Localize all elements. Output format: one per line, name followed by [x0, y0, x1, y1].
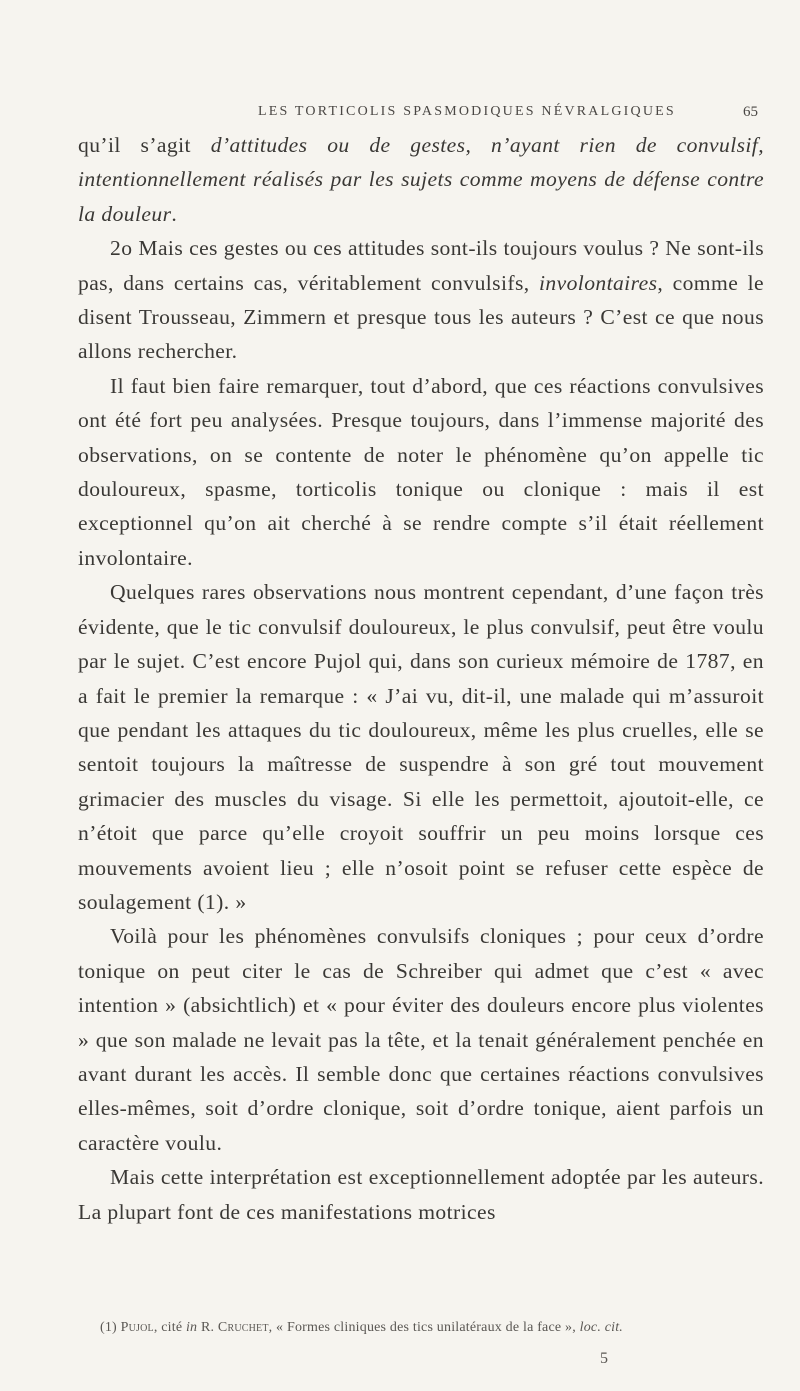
paragraph: Il faut bien faire remarquer, tout d’abord, que ces réactions convulsives ont été fort peu analysées. Presque toujours, dans l’immense majorité des observations, on se contente de noter le phénomène qu’on appelle tic douloureux, spasme, torticolis tonique ou clonique : mais il est exceptionnel qu’on ait cherché à se rendre compte s’il était réellement involontaire. [78, 373, 764, 570]
text-run: qu’il s’agit [78, 133, 211, 157]
text-run: , « Formes cliniques des tics unilatéraux de la face », [268, 1320, 580, 1335]
text-run: , comme le disent Trousseau, Zimmern et presque tous les auteurs ? C’est ce que nous allons rechercher. [78, 270, 764, 364]
body-text [78, 128, 764, 1229]
text-run: . [171, 201, 178, 226]
running-header [258, 104, 758, 120]
footnote-author: Cruchet [217, 1320, 269, 1335]
paragraph [78, 231, 764, 369]
folio: 5 [600, 1350, 608, 1367]
paragraph: Mais cette interprétation est exceptionnellement adoptée par les auteurs. La plupart font de ces manifestations motrices [78, 1165, 764, 1224]
text-run: , cité [153, 1320, 186, 1335]
italic-run: involontaires [539, 270, 658, 295]
italic-run: in [185, 1320, 198, 1335]
paragraph: Quelques rares observations nous montrent cependant, d’une façon très évidente, que le tic convulsif douloureux, le plus convulsif, peut être voulu par le sujet. C’est encore Pujol qui, dans son curieux mémoire de 1787, en a fait le premier la remarque : « J’ai vu, dit-il, une malade qui m’assuroit que pendant les attaques du tic douloureux, même les plus cruelles, elle se sentoit toujours la maîtresse de suspendre à son gré tout mouvement grimacier des muscles du visage. Si elle les permettoit, ajoutoit-elle, ce n’étoit que parce qu’elle croyoit souffrir un peu moins lorsque ces mouvements avoient lieu ; elle n’osoit point se refuser cette espèce de soulagement (1). » [78, 580, 764, 914]
running-title: LES TORTICOLIS SPASMODIQUES NÉVRALGIQUES [258, 104, 676, 119]
page-number: 65 [743, 104, 758, 120]
italic-run: d’attitudes ou de gestes, n’ayant rien de convulsif, intentionnellement réalisés par les sujets comme moyens de défense contre la douleur [78, 133, 764, 226]
text-run: 2o Mais ces gestes ou ces attitudes sont-ils toujours voulus ? Ne sont-ils pas, dans certains cas, véritablement convulsifs, [78, 236, 764, 295]
text-run: R. [197, 1320, 218, 1335]
italic-run: loc. cit. [579, 1320, 624, 1335]
paragraph: Voilà pour les phénomènes convulsifs cloniques ; pour ceux d’ordre tonique on peut citer le cas de Schreiber qui admet que c’est « avec intention » (absichtlich) et « pour éviter des douleurs encore plus violentes » que son malade ne levait pas la tête, et la tenait généralement penchée en avant durant les accès. Il semble donc que certaines réactions convulsives elles-mêmes, soit d’ordre clonique, soit d’ordre tonique, aient parfois un caractère voulu. [78, 924, 764, 1155]
footnote-author: Pujol [120, 1320, 154, 1335]
footnote-mark: (1) [100, 1320, 121, 1335]
footnote [100, 1320, 780, 1336]
paragraph [78, 128, 764, 231]
